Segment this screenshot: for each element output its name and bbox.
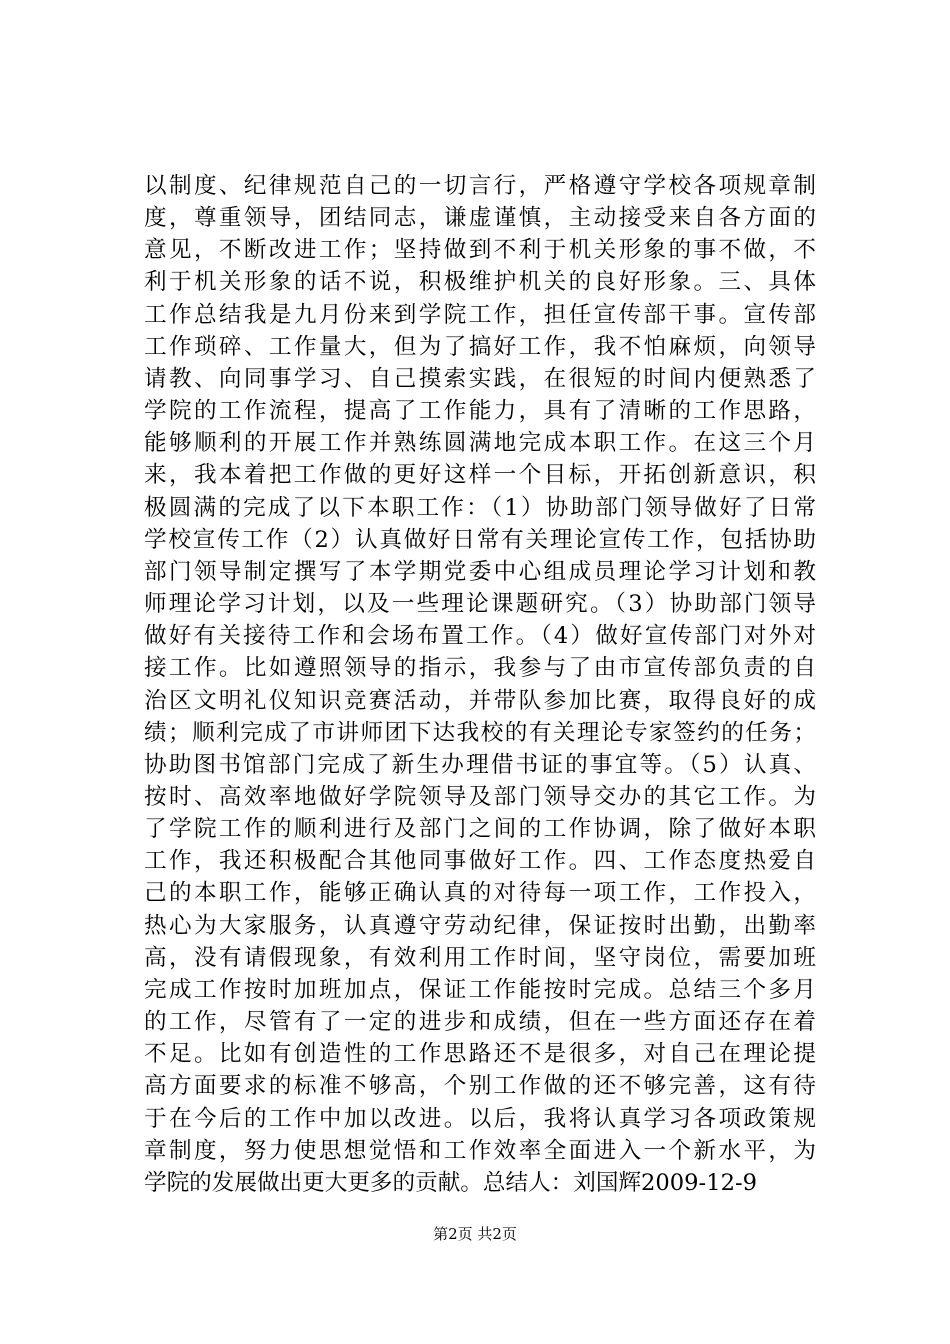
text-line: 工作，我还积极配合其他同事做好工作。四、工作态度热爱自: [144, 848, 816, 875]
text-line: 来，我本着把工作做的更好这样一个目标，开拓创新意识，积: [144, 462, 816, 489]
text-line: 意见，不断改进工作；坚持做到不利于机关形象的事不做，不: [144, 237, 816, 264]
text-line: 工作总结我是九月份来到学院工作，担任宣传部干事。宣传部: [144, 301, 816, 328]
text-line: 己的本职工作，能够正确认真的对待每一项工作，工作投入，: [144, 880, 816, 907]
text-line: 接工作。比如遵照领导的指示，我参与了由市宣传部负责的自: [144, 655, 816, 682]
text-line: 做好有关接待工作和会场布置工作。（4）做好宣传部门对外对: [144, 623, 816, 650]
text-line: 按时、高效率地做好学院领导及部门领导交办的其它工作。为: [144, 783, 816, 810]
text-line: 请教、向同事学习、自己摸索实践，在很短的时间内便熟悉了: [144, 365, 816, 392]
text-line: 于在今后的工作中加以改进。以后，我将认真学习各项政策规: [144, 1105, 816, 1132]
body-text: [144, 170, 816, 1199]
text-line: 工作琐碎、工作量大，但为了搞好工作，我不怕麻烦，向领导: [144, 333, 816, 360]
text-line: 章制度，努力使思想觉悟和工作效率全面进入一个新水平，为: [144, 1137, 816, 1164]
text-line: 极圆满的完成了以下本职工作：（1）协助部门领导做好了日常: [144, 494, 816, 521]
text-line: 高方面要求的标准不够高，个别工作做的还不够完善，这有待: [144, 1073, 816, 1100]
text-line: 度，尊重领导，团结同志，谦虚谨慎，主动接受来自各方面的: [144, 205, 816, 232]
text-line: 能够顺利的开展工作并熟练圆满地完成本职工作。在这三个月: [144, 430, 816, 457]
text-line: 利于机关形象的话不说，积极维护机关的良好形象。三、具体: [144, 269, 816, 296]
text-line: 不足。比如有创造性的工作思路还不是很多，对自己在理论提: [144, 1041, 816, 1068]
text-line: 的工作，尽管有了一定的进步和成绩，但在一些方面还存在着: [144, 1009, 816, 1036]
text-line: 部门领导制定撰写了本学期党委中心组成员理论学习计划和教: [144, 558, 816, 585]
text-line: 以制度、纪律规范自己的一切言行，严格遵守学校各项规章制: [144, 173, 816, 199]
text-line: 了学院工作的顺利进行及部门之间的工作协调，除了做好本职: [144, 816, 816, 843]
text-line: 完成工作按时加班加点，保证工作能按时完成。总结三个多月: [144, 976, 816, 1003]
text-line: 协助图书馆部门完成了新生办理借书证的事宜等。（5）认真、: [144, 751, 816, 778]
text-line: 学院的工作流程，提高了工作能力，具有了清晰的工作思路，: [144, 398, 816, 425]
text-line: 学校宣传工作（2）认真做好日常有关理论宣传工作，包括协助: [144, 526, 816, 553]
text-line: 师理论学习计划，以及一些理论课题研究。（3）协助部门领导: [144, 591, 816, 618]
page-number-footer: 第2页 共2页: [433, 1225, 517, 1243]
text-line: 热心为大家服务，认真遵守劳动纪律，保证按时出勤，出勤率: [144, 912, 816, 939]
text-line: 治区文明礼仪知识竞赛活动，并带队参加比赛，取得良好的成: [144, 687, 816, 714]
text-line-signature: 学院的发展做出更大更多的贡献。总结人：刘国辉2009-12-9: [144, 1169, 757, 1196]
text-line: 高，没有请假现象，有效利用工作时间，坚守岗位，需要加班: [144, 944, 816, 971]
text-line: 绩；顺利完成了市讲师团下达我校的有关理论专家签约的任务；: [144, 719, 816, 746]
